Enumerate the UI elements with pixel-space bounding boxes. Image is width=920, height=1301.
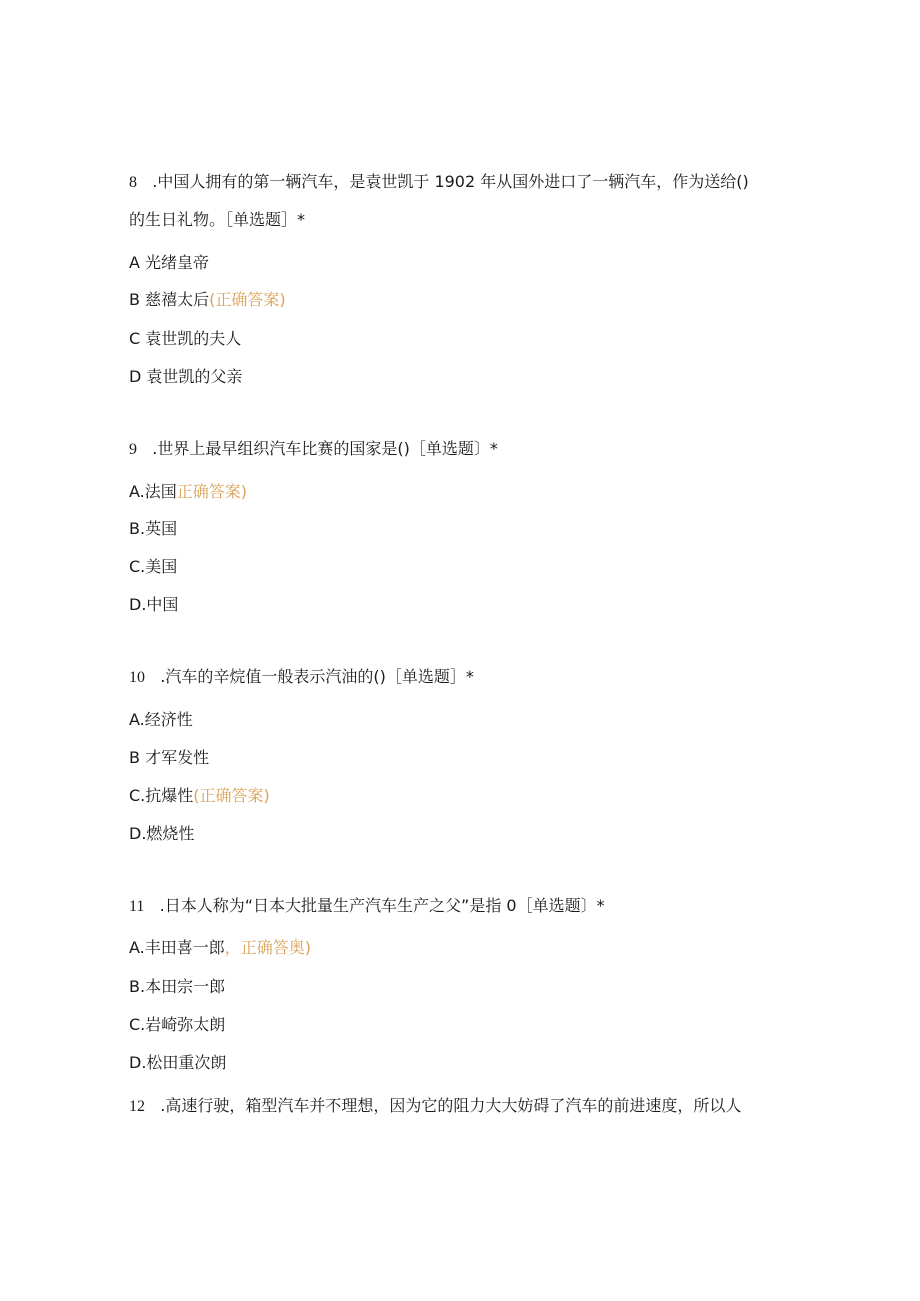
question-number: 12: [129, 1098, 145, 1115]
option-label: A 光绪皇帝: [129, 253, 210, 272]
option-label: D.松田重次朗: [129, 1053, 227, 1072]
question-8-stem-line-1: [129, 172, 749, 193]
question-11-option-c: [129, 1015, 225, 1035]
question-12-stem-line-1: [129, 1096, 741, 1117]
question-10-option-b: [129, 748, 209, 768]
question-8-option-c: [129, 329, 241, 349]
correct-answer-mark: (正确答案): [209, 290, 286, 309]
question-11-stem-line-1: [129, 896, 605, 917]
option-label: C.美国: [129, 557, 178, 576]
option-label: A.法国: [129, 482, 177, 501]
option-label: B 慈禧太后: [129, 290, 210, 309]
option-label: B.英国: [129, 519, 178, 538]
question-10-option-c: [129, 786, 270, 806]
option-label: C 袁世凯的夫人: [129, 329, 242, 348]
question-8-option-b: [129, 290, 286, 310]
question-11-option-a: [129, 938, 311, 958]
question-number: 11: [129, 898, 145, 915]
question-9-stem-line-1: [129, 439, 498, 460]
option-label: C.岩崎弥太朗: [129, 1015, 226, 1034]
question-text: .日本人称为“日本大批量生产汽车生产之父”是指 0［单选题〕*: [159, 896, 605, 915]
question-text: .高速行驶，箱型汽车并不理想，因为它的阻力大大妨碍了汽车的前进速度，所以人: [160, 1096, 742, 1115]
question-9-option-a: [129, 482, 247, 502]
question-number: 10: [129, 669, 145, 686]
question-10-option-d: [129, 824, 194, 844]
question-8-option-a: [129, 253, 209, 273]
question-number: 9: [129, 441, 137, 458]
question-10-stem-line-1: [129, 667, 474, 688]
correct-answer-mark: 正确答案): [176, 482, 248, 501]
option-label: A.丰田喜一郎: [129, 938, 225, 957]
question-11-option-b: [129, 977, 225, 997]
option-label: C.抗爆性: [129, 786, 194, 805]
correct-answer-mark: ，正确答奥): [224, 938, 312, 957]
correct-answer-mark: (正确答案): [193, 786, 270, 805]
question-number: 8: [129, 174, 137, 191]
question-10-option-a: [129, 710, 193, 730]
option-label: D.中国: [129, 595, 179, 614]
question-text: .世界上最早组织汽车比赛的国家是()［单选题〕*: [152, 439, 498, 458]
option-label: D 袁世凯的父亲: [129, 367, 243, 386]
option-label: D.燃烧性: [129, 824, 195, 843]
question-8-option-d: [129, 367, 242, 387]
question-9-option-c: [129, 557, 177, 577]
option-label: A.经济性: [129, 710, 193, 729]
question-text: .中国人拥有的第一辆汽车，是袁世凯于 1902 年从国外进口了一辆汽车，作为送给(): [152, 172, 749, 191]
question-9-option-d: [129, 595, 178, 615]
question-9-option-b: [129, 519, 177, 539]
question-11-option-d: [129, 1053, 226, 1073]
question-8-stem-line-2: 的生日礼物。［单选题］*: [129, 210, 306, 229]
option-label: B 才军发性: [129, 748, 210, 767]
question-text: .汽车的辛烷值一般表示汽油的()［单选题］*: [160, 667, 474, 686]
option-label: B.本田宗一郎: [129, 977, 226, 996]
